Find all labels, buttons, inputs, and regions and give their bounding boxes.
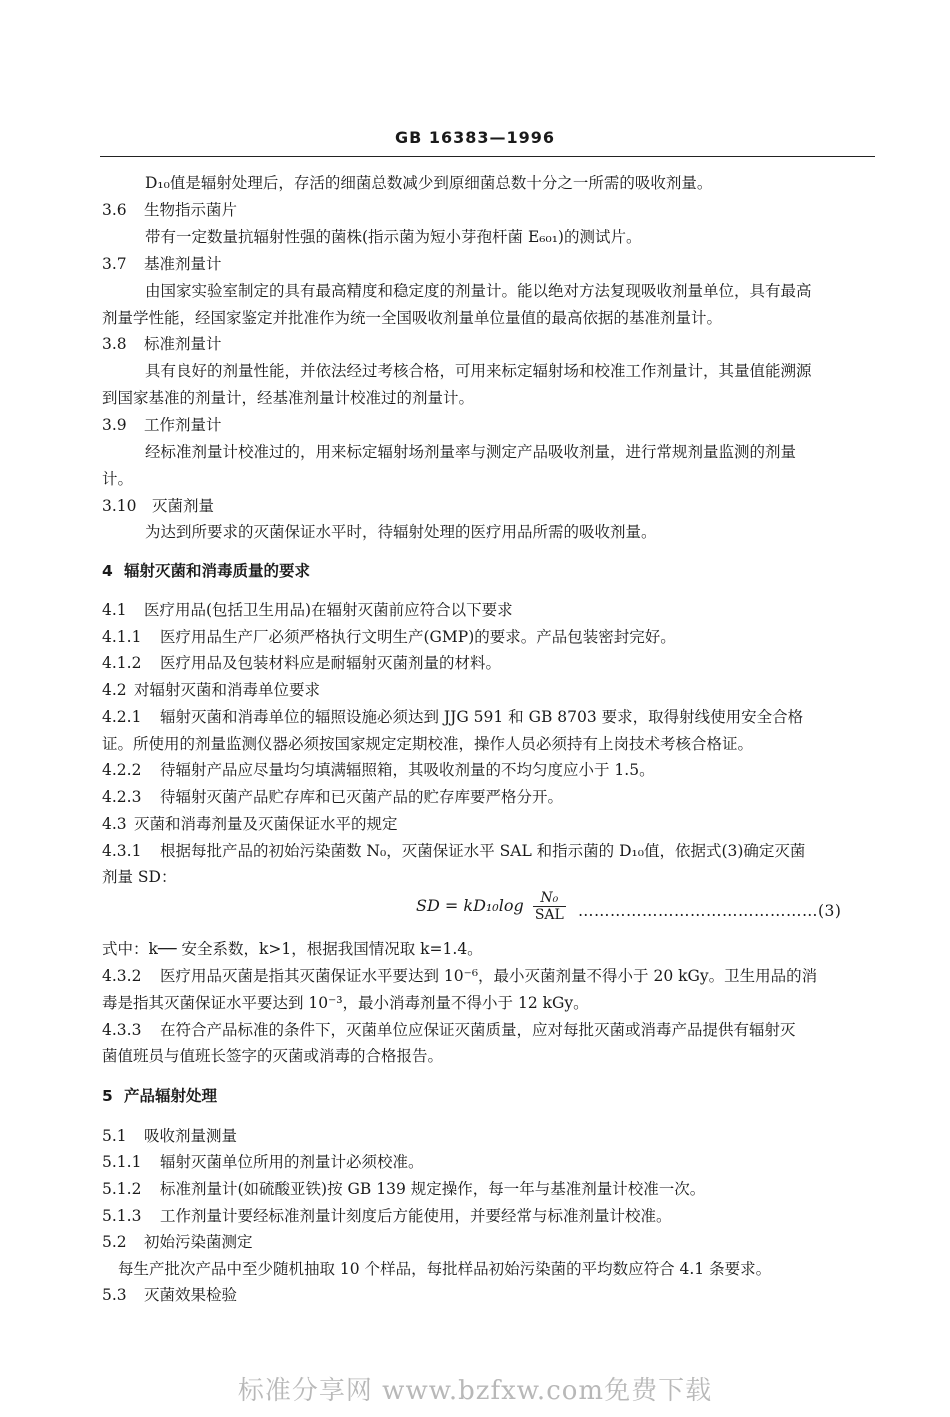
clause-text: 医疗用品生产厂必须严格执行文明生产(GMP)的要求。产品包装密封完好。 bbox=[160, 628, 676, 646]
formula-3 bbox=[416, 890, 566, 923]
clause-line bbox=[102, 653, 501, 673]
clause-number: 5.2 bbox=[102, 1233, 127, 1251]
clause-text: 工作剂量计要经标准剂量计刻度后方能使用，并要经常与标准剂量计校准。 bbox=[160, 1207, 672, 1225]
text-line: 具有良好的剂量性能，并依法经过考核合格，可用来标定辐射场和校准工作剂量计，其量值能溯源 bbox=[145, 362, 812, 380]
clause-number: 4.3.2 bbox=[102, 967, 142, 985]
clause-text: 待辐射产品应尽量均匀填满辐照箱，其吸收剂量的不均匀度应小于 1.5。 bbox=[160, 761, 655, 779]
clause-number: 4.3.1 bbox=[102, 842, 142, 860]
clause-heading bbox=[102, 1285, 237, 1305]
section-title: 辐射灭菌和消毒质量的要求 bbox=[124, 562, 311, 580]
clause-heading bbox=[102, 496, 214, 516]
clause-number: 4.2.2 bbox=[102, 761, 142, 779]
formula-lhs: SD = kD₁₀log bbox=[416, 896, 524, 915]
clause-number: 3.9 bbox=[102, 416, 127, 434]
clause-number: 4.1 bbox=[102, 601, 127, 619]
clause-number: 5.3 bbox=[102, 1286, 127, 1304]
text-line: 计。 bbox=[102, 470, 134, 488]
clause-heading bbox=[102, 814, 398, 834]
clause-title: 基准剂量计 bbox=[144, 255, 222, 273]
clause-title: 工作剂量计 bbox=[144, 416, 222, 434]
clause-text: 标准剂量计(如硫酸亚铁)按 GB 139 规定操作，每一年与基准剂量计校准一次。 bbox=[160, 1180, 706, 1198]
clause-number: 5.1.1 bbox=[102, 1153, 142, 1171]
clause-number: 4.3.3 bbox=[102, 1021, 142, 1039]
clause-text: 医疗用品灭菌是指其灭菌保证水平要达到 10⁻⁶，最小灭菌剂量不得小于 20 kGy。卫生用品的消 bbox=[160, 967, 818, 985]
text-line: 证。所使用的剂量监测仪器必须按国家规定定期校准，操作人员必须持有上岗技术考核合格证。 bbox=[102, 735, 754, 753]
clause-number: 5.1.3 bbox=[102, 1207, 142, 1225]
clause-heading bbox=[102, 600, 513, 620]
section-heading bbox=[102, 561, 310, 581]
clause-line bbox=[102, 1020, 796, 1040]
clause-number: 3.7 bbox=[102, 255, 127, 273]
clause-title: 医疗用品(包括卫生用品)在辐射灭菌前应符合以下要求 bbox=[144, 601, 513, 619]
clause-number: 3.6 bbox=[102, 201, 127, 219]
clause-title: 吸收剂量测量 bbox=[144, 1127, 238, 1145]
text-line: 式中：k── 安全系数，k>1，根据我国情况取 k=1.4。 bbox=[102, 940, 483, 958]
clause-line bbox=[102, 1152, 424, 1172]
clause-title: 灭菌和消毒剂量及灭菌保证水平的规定 bbox=[134, 815, 398, 833]
section-title: 产品辐射处理 bbox=[124, 1087, 218, 1105]
clause-title: 标准剂量计 bbox=[144, 335, 222, 353]
text-line: 到国家基准的剂量计，经基准剂量计校准过的剂量计。 bbox=[102, 389, 475, 407]
section-number: 5 bbox=[102, 1087, 113, 1105]
clause-heading bbox=[102, 415, 222, 435]
clause-text: 待辐射灭菌产品贮存库和已灭菌产品的贮存库要严格分开。 bbox=[160, 788, 564, 806]
clause-line bbox=[102, 1179, 705, 1199]
clause-number: 4.1.2 bbox=[102, 654, 142, 672]
formula-denominator: SAL bbox=[534, 907, 564, 923]
clause-line bbox=[102, 707, 803, 727]
formula-fraction bbox=[533, 890, 566, 923]
page-header: GB 16383—1996 bbox=[394, 128, 556, 147]
clause-title: 对辐射灭菌和消毒单位要求 bbox=[134, 681, 321, 699]
clause-heading bbox=[102, 680, 320, 700]
clause-number: 5.1 bbox=[102, 1127, 127, 1145]
clause-line bbox=[102, 841, 805, 861]
clause-number: 4.3 bbox=[102, 815, 127, 833]
text-line: 带有一定数量抗辐射性强的菌株(指示菌为短小芽孢杆菌 E₆₀₁)的测试片。 bbox=[145, 228, 642, 246]
clause-title: 生物指示菌片 bbox=[144, 201, 238, 219]
header-rule bbox=[100, 156, 875, 157]
text-line: 剂量学性能，经国家鉴定并批准作为统一全国吸收剂量单位量值的最高依据的基准剂量计。 bbox=[102, 309, 723, 327]
clause-heading bbox=[102, 254, 222, 274]
clause-heading bbox=[102, 1232, 253, 1252]
clause-number: 3.10 bbox=[102, 497, 137, 515]
clause-number: 4.1.1 bbox=[102, 628, 142, 646]
clause-number: 4.2.3 bbox=[102, 788, 142, 806]
clause-text: 辐射灭菌单位所用的剂量计必须校准。 bbox=[160, 1153, 424, 1171]
clause-number: 3.8 bbox=[102, 335, 127, 353]
text-line: D₁₀值是辐射处理后，存活的细菌总数减少到原细菌总数十分之一所需的吸收剂量。 bbox=[145, 174, 713, 192]
section-heading bbox=[102, 1086, 217, 1106]
clause-line bbox=[102, 966, 817, 986]
text-line: 为达到所要求的灭菌保证水平时，待辐射处理的医疗用品所需的吸收剂量。 bbox=[145, 523, 657, 541]
clause-number: 5.1.2 bbox=[102, 1180, 142, 1198]
clause-line bbox=[102, 1206, 672, 1226]
watermark: 标准分享网 www.bzfxw.com免费下载 bbox=[237, 1376, 713, 1406]
clause-text: 医疗用品及包装材料应是耐辐射灭菌剂量的材料。 bbox=[160, 654, 502, 672]
formula-equation-number: ………………………………………(3) bbox=[578, 902, 842, 920]
clause-line bbox=[102, 760, 655, 780]
clause-text: 在符合产品标准的条件下，灭菌单位应保证灭菌质量，应对每批灭菌或消毒产品提供有辐射灭 bbox=[160, 1021, 796, 1039]
clause-number: 4.2.1 bbox=[102, 708, 142, 726]
clause-text: 辐射灭菌和消毒单位的辐照设施必须达到 JJG 591 和 GB 8703 要求，取得射线使用安全合格 bbox=[160, 708, 804, 726]
formula-numerator: N₀ bbox=[533, 890, 566, 907]
text-line: 经标准剂量计校准过的，用来标定辐射场剂量率与测定产品吸收剂量，进行常规剂量监测的剂量 bbox=[145, 443, 797, 461]
clause-number: 4.2 bbox=[102, 681, 127, 699]
clause-title: 灭菌效果检验 bbox=[144, 1286, 238, 1304]
clause-title: 灭菌剂量 bbox=[152, 497, 215, 515]
text-line: 毒是指其灭菌保证水平要达到 10⁻³，最小消毒剂量不得小于 12 kGy。 bbox=[102, 994, 589, 1012]
clause-text: 根据每批产品的初始污染菌数 N₀，灭菌保证水平 SAL 和指示菌的 D₁₀值，依据式(3)确定灭菌 bbox=[160, 842, 806, 860]
clause-heading bbox=[102, 200, 237, 220]
text-line: 由国家实验室制定的具有最高精度和稳定度的剂量计。能以绝对方法复现吸收剂量单位，具有最高 bbox=[145, 282, 812, 300]
clause-title: 初始污染菌测定 bbox=[144, 1233, 253, 1251]
clause-heading bbox=[102, 334, 222, 354]
text-line: 菌值班员与值班长签字的灭菌或消毒的合格报告。 bbox=[102, 1047, 444, 1065]
text-line: 剂量 SD： bbox=[102, 868, 177, 886]
clause-heading bbox=[102, 1126, 237, 1146]
text-line: 每生产批次产品中至少随机抽取 10 个样品，每批样品初始污染菌的平均数应符合 4.1 条要求。 bbox=[118, 1260, 772, 1278]
clause-line bbox=[102, 627, 676, 647]
clause-line bbox=[102, 787, 563, 807]
section-number: 4 bbox=[102, 562, 113, 580]
